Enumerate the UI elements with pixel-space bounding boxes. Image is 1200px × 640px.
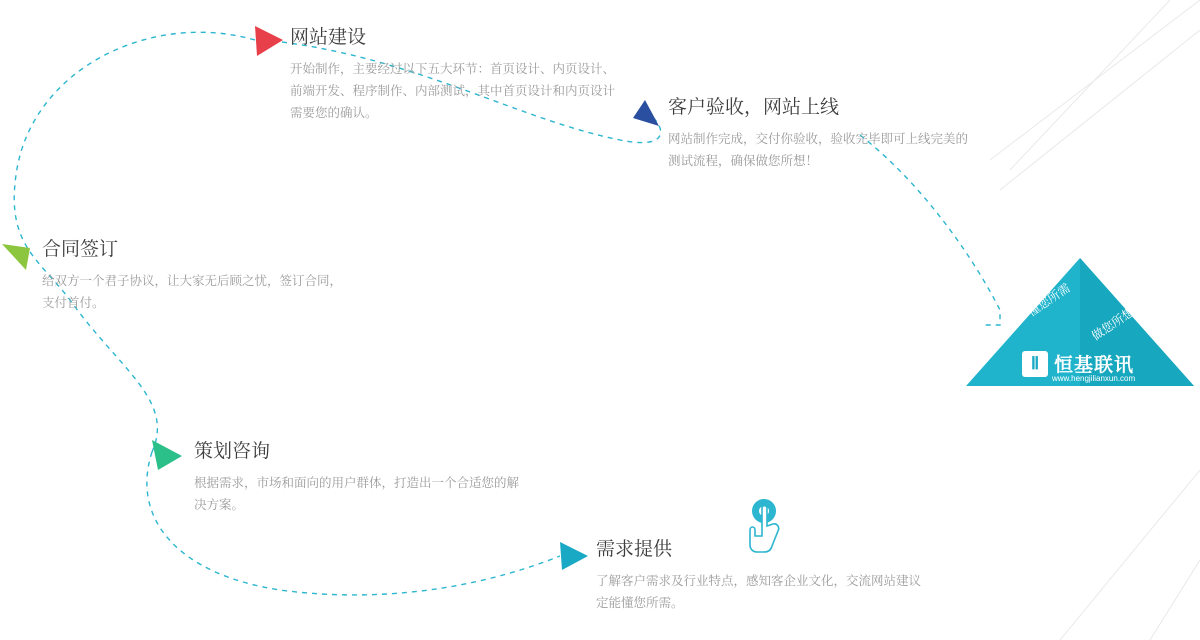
arrow-website-construction <box>255 26 283 56</box>
logo-brand-name: 恒基联讯 <box>1054 355 1135 376</box>
step-planning-consult <box>194 440 524 516</box>
logo-slogan-left: 懂您所需 <box>1025 280 1073 320</box>
logo-website-url: www.hengjilianxun.com <box>1052 374 1136 383</box>
step-title: 合同签订 <box>42 239 119 260</box>
hand-pointer-icon <box>742 498 786 556</box>
step-title: 策划咨询 <box>194 441 271 462</box>
step-client-acceptance <box>668 96 968 172</box>
step-description: 了解客户需求及行业特点，感知客企业文化，交流网站建议定能懂您所需。 <box>596 574 922 610</box>
step-description: 根据需求，市场和面向的用户群体，打造出一个合适您的解决方案。 <box>194 476 520 512</box>
step-title: 网站建设 <box>290 27 367 48</box>
step-description: 给双方一个君子协议，让大家无后顾之忧，签订合同，支付首付。 <box>42 274 343 310</box>
company-logo <box>966 258 1194 386</box>
arrow-client-acceptance <box>633 100 659 126</box>
step-description: 网站制作完成，交付你验收，验收完毕即可上线完美的测试流程，确保做您所想！ <box>668 132 969 168</box>
step-contract-signing <box>42 238 342 314</box>
logo-mark: Ⅱ <box>1022 351 1048 377</box>
logo-brand-row <box>1022 350 1134 377</box>
step-title: 需求提供 <box>596 539 673 560</box>
arrow-planning-consult <box>152 440 182 470</box>
step-title: 客户验收，网站上线 <box>668 97 840 118</box>
arrow-contract-signing <box>2 244 30 270</box>
arrow-requirement-provide <box>560 542 588 570</box>
logo-slogan-right: 做您所想 <box>1089 304 1137 344</box>
step-description: 开始制作，主要经过以下五大环节：首页设计、内页设计、前端开发、程序制作、内部测试，其中首页设计和内页设计需要您的确认。 <box>290 62 616 120</box>
step-website-construction <box>290 26 620 124</box>
